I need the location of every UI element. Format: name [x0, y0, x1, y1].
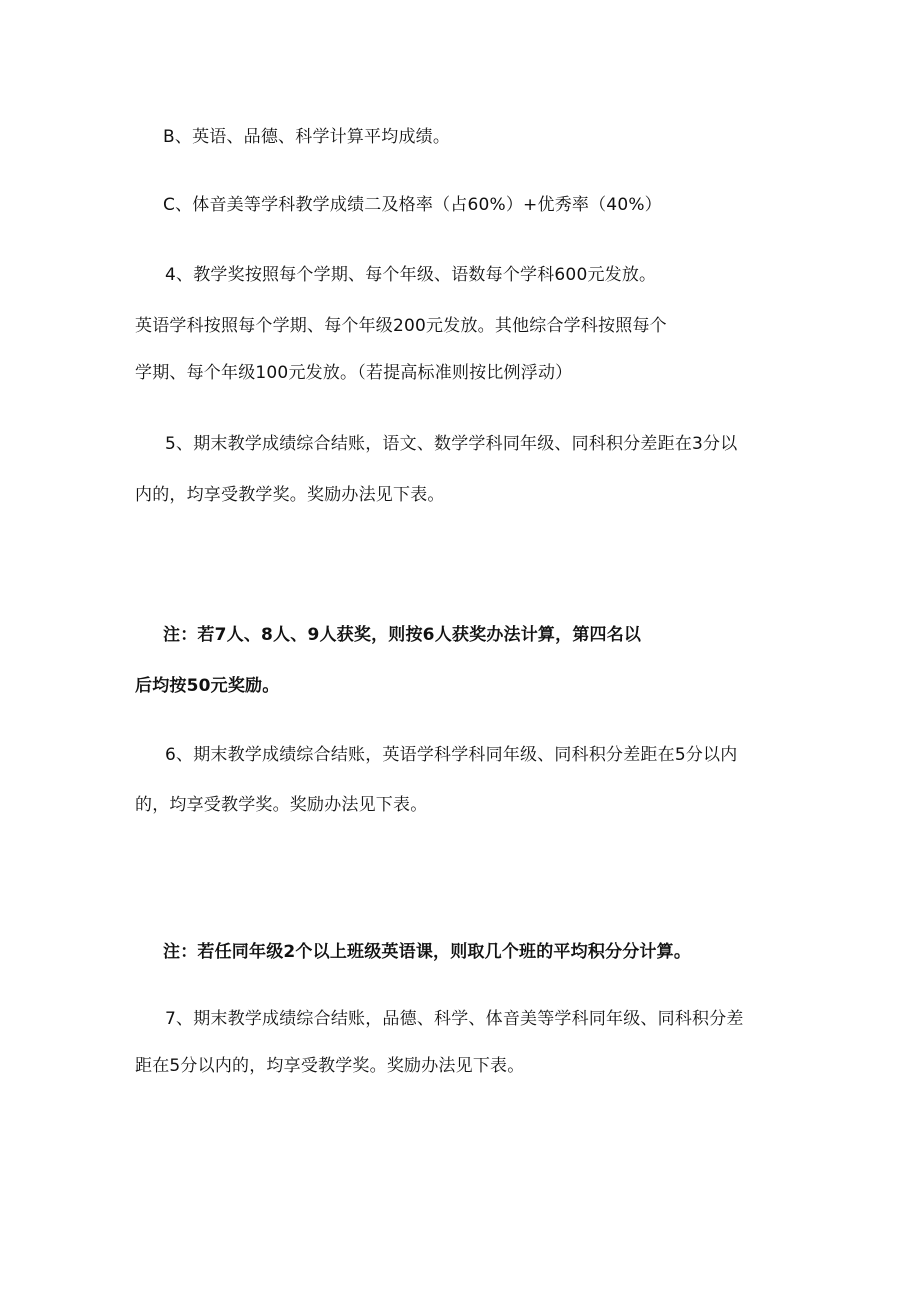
note-1-line-1: 注：若7人、8人、9人获奖，则按6人获奖办法计算，第四名以	[163, 625, 642, 645]
item-5-line-1: 5、期末教学成绩综合结账，语文、数学学科同年级、同科积分差距在3分以	[165, 434, 738, 454]
note-1-line-2: 后均按50元奖励。	[135, 676, 280, 696]
item-4-line-2: 英语学科按照每个学期、每个年级200元发放。其他综合学科按照每个	[135, 316, 667, 336]
item-c-text: C、体音美等学科教学成绩二及格率（占60%）+优秀率（40%）	[163, 195, 662, 215]
item-5-line-2: 内的，均享受教学奖。奖励办法见下表。	[135, 485, 445, 505]
item-4-line-3: 学期、每个年级100元发放。（若提高标准则按比例浮动）	[135, 363, 573, 383]
note-2-line-1: 注：若任同年级2个以上班级英语课，则取几个班的平均积分分计算。	[163, 942, 692, 962]
item-b-text: B、英语、品德、科学计算平均成绩。	[163, 127, 451, 147]
item-6-line-2: 的，均享受教学奖。奖励办法见下表。	[135, 795, 428, 815]
item-7-line-1: 7、期末教学成绩综合结账，品德、科学、体音美等学科同年级、同科积分差	[165, 1009, 744, 1029]
item-7-line-2: 距在5分以内的，均享受教学奖。奖励办法见下表。	[135, 1056, 525, 1076]
item-6-line-1: 6、期末教学成绩综合结账，英语学科学科同年级、同科积分差距在5分以内	[165, 745, 738, 765]
item-4-line-1: 4、教学奖按照每个学期、每个年级、语数每个学科600元发放。	[165, 265, 657, 285]
